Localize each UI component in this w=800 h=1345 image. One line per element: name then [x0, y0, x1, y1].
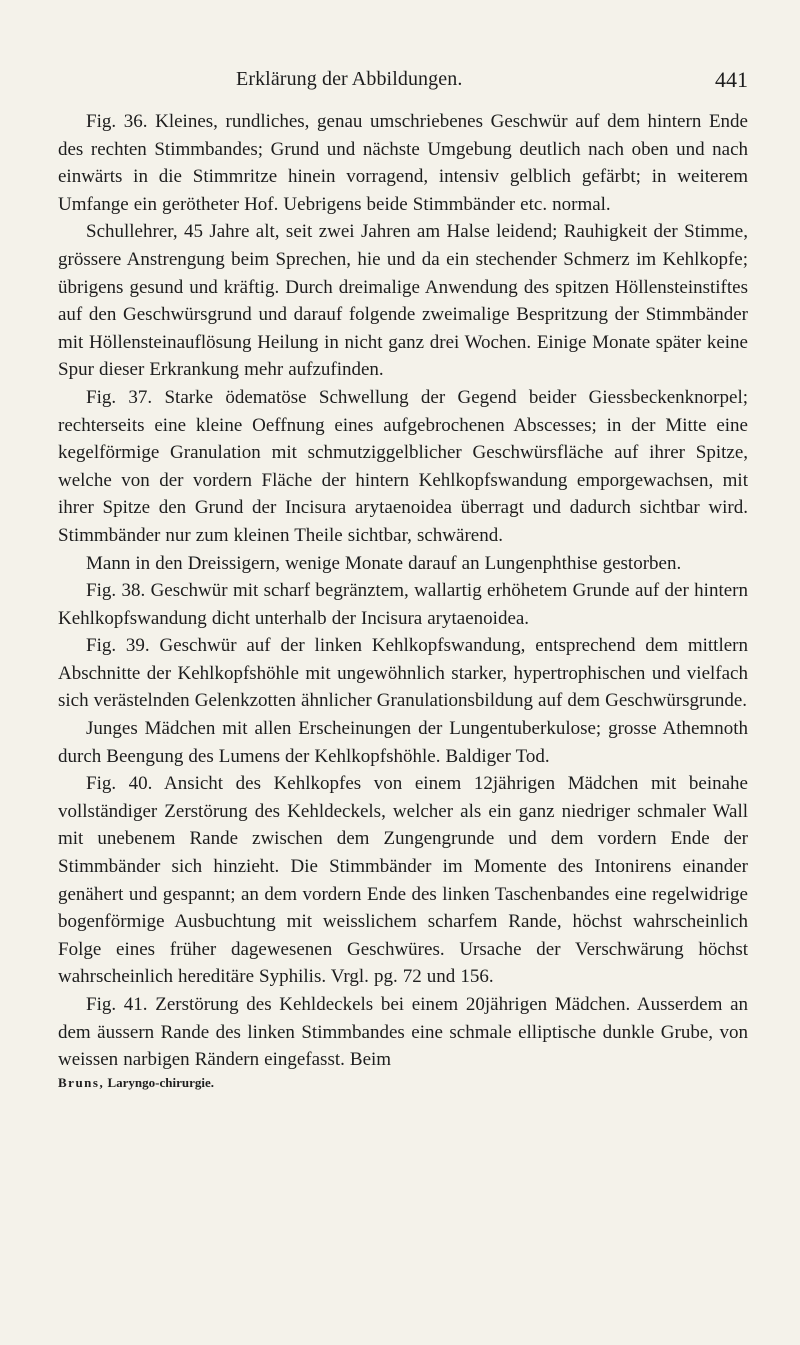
- paragraph-case-37: Mann in den Dreissigern, wenige Monate darauf an Lungenphthise gestorben.: [86, 552, 682, 574]
- footer-title: Laryngo-chirurgie.: [107, 1074, 214, 1090]
- running-title: Erklärung der Abbildungen.: [236, 68, 463, 90]
- paragraph-fig-38: Fig. 38. Geschwür mit scharf begränztem, wallartig erhöhetem Grunde auf der hintern Kehlkopfswandung dicht unterhalb der Incisura arytaenoidea.: [58, 580, 748, 629]
- signature-line: [58, 1074, 748, 1092]
- book-page: [58, 68, 748, 1092]
- paragraph-case-36: Schullehrer, 45 Jahre alt, seit zwei Jahren am Halse leidend; Rauhigkeit der Stimme, grössere Anstrengung beim Sprechen, hie und da ein stechender Schmerz im Kehlkopfe; übrigens gesund und kräftig. Durch dreimalige Anwendung des spitzen Höllensteinstiftes auf den Geschwürsgrund und darauf folgende zweimalige Bespritzung der Stimmbänder mit Höllensteinauflösung Heilung in nicht ganz drei Wochen. Einige Monate später keine Spur dieser Erkrankung mehr aufzufinden.: [58, 221, 748, 381]
- paragraph-fig-37: Fig. 37. Starke ödematöse Schwellung der Gegend beider Giessbeckenknorpel; rechterseits eine kleine Oeffnung eines aufgebrochenen Abscesses; in der Mitte eine kegelförmige Granulation mit schmutziggelblicher Geschwürsfläche auf ihrer Spitze, welche von der vordern Fläche der hintern Kehlkopfswandung emporgewachsen, mit ihrer Spitze den Grund der Incisura arytaenoidea überragt und dadurch sichtbar wird. Stimmbänder nur zum kleinen Theile sichtbar, schwärend.: [58, 386, 748, 546]
- page-number: 441: [715, 67, 748, 92]
- paragraph-fig-41: Fig. 41. Zerstörung des Kehldeckels bei einem 20jährigen Mädchen. Ausserdem an dem äussern Rande des linken Stimmbandes eine schmale elliptische dunkle Grube, von weissen narbigen Rändern eingefasst. Beim: [58, 994, 748, 1071]
- paragraph-case-39: Junges Mädchen mit allen Erscheinungen der Lungentuberkulose; grosse Athemnoth durch Beengung des Lumens der Kehlkopfshöhle. Baldiger Tod.: [58, 718, 748, 767]
- paragraph-fig-36: Fig. 36. Kleines, rundliches, genau umschriebenes Geschwür auf dem hintern Ende des rechten Stimmbandes; Grund und nächste Umgebung deutlich nach oben und nach einwärts in die Stimmritze hinein vorragend, intensiv gelblich gefärbt; in weiterem Umfange ein gerötheter Hof. Uebrigens beide Stimmbänder etc. normal.: [58, 111, 748, 215]
- footer-author: Bruns,: [58, 1074, 105, 1090]
- body-text: [58, 108, 748, 1074]
- running-header: [58, 68, 748, 102]
- paragraph-fig-40: Fig. 40. Ansicht des Kehlkopfes von einem 12jährigen Mädchen mit beinahe vollständiger Zerstörung des Kehldeckels, welcher als ein ganz niedriger schmaler Wall mit unebenem Rande zwischen dem Zungengrunde und dem vordern Ende der Stimmbänder sich hinzieht. Die Stimmbänder im Momente des Intonirens einander genähert und gespannt; an dem vordern Ende des linken Taschenbandes eine regelwidrige bogenförmige Ausbuchtung mit weisslichem scharfem Rande, höchst wahrscheinlich Folge eines früher dagewesenen Geschwüres. Ursache der Verschwärung höchst wahrscheinlich hereditäre Syphilis. Vrgl. pg. 72 und 156.: [58, 773, 748, 988]
- paragraph-fig-39: Fig. 39. Geschwür auf der linken Kehlkopfswandung, entsprechend dem mittlern Abschnitte der Kehlkopfshöhle mit ungewöhnlich starker, hypertrophischen und vielfach sich verästelnden Gelenkzotten ähnlicher Granulationsbildung auf dem Geschwürsgrunde.: [58, 635, 748, 712]
